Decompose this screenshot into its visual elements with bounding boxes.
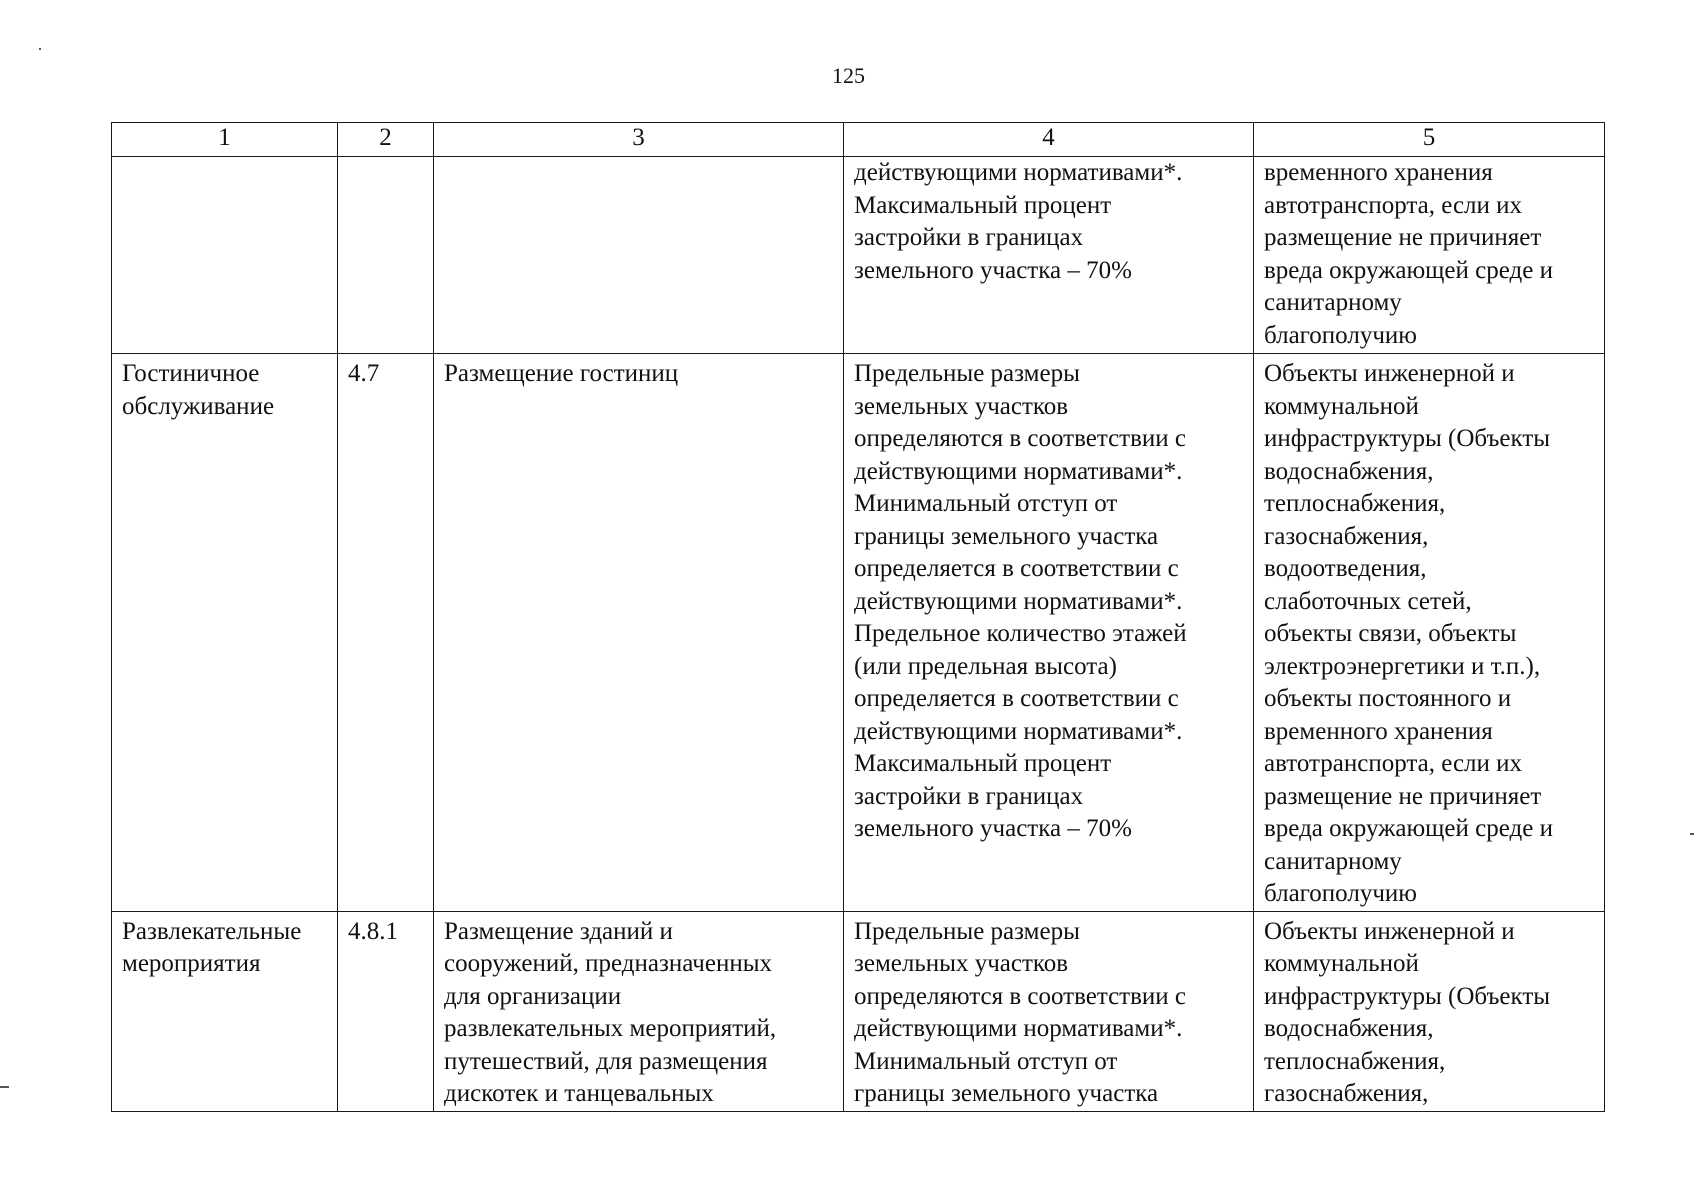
cell-parameters — [844, 157, 1254, 354]
cell-text: Объекты инженерной и коммунальной инфраструктуры (Объекты водоснабжения, теплоснабжения, газоснабжения, водоотведения, слаботочных сетей, объекты связи, объекты электроэнергетики и т.п.), объекты постоянного и временного хранения автотранспорта, если их размещение не причиняет вреда окружающей среде и санитарному благополучию — [1264, 360, 1553, 907]
cell-code — [338, 157, 434, 354]
scan-mark-left — [0, 1086, 9, 1088]
cell-code — [338, 354, 434, 912]
cell-description — [434, 354, 844, 912]
cell-text: Предельные размеры земельных участков определяются в соответствии с действующими нормативами*. Минимальный отступ от границы земельного участка определяется в соответствии с действующими нормативами*. Предельное количество этажей (или предельная высота) определяется в соответствии с действующими нормативами*. Максимальный процент застройки в границах земельного участка – 70% — [854, 360, 1187, 842]
header-row — [112, 123, 1605, 157]
cell-use-type — [112, 911, 338, 1111]
page-number: 125 — [832, 63, 865, 88]
cell-text: Размещение гостиниц — [444, 360, 679, 387]
cell-code — [338, 911, 434, 1111]
scan-mark-top — [39, 48, 41, 50]
cell-text: Гостиничное обслуживание — [122, 360, 275, 420]
cell-text: 4.7 — [348, 360, 380, 387]
cell-text: Предельные размеры земельных участков определяются в соответствии с действующими нормативами*. Минимальный отступ от границы земельного участка — [854, 917, 1187, 1107]
cell-auxiliary-uses — [1254, 157, 1605, 354]
table-row-entertainment — [112, 911, 1605, 1111]
table-body — [112, 157, 1605, 1112]
cell-auxiliary-uses — [1254, 354, 1605, 912]
cell-auxiliary-uses — [1254, 911, 1605, 1111]
cell-description — [434, 911, 844, 1111]
cell-parameters — [844, 911, 1254, 1111]
table-row-hotel-services — [112, 354, 1605, 912]
column-header-5: 5 — [1254, 123, 1605, 157]
cell-text: временного хранения автотранспорта, если их размещение не причиняет вреда окружающей среде и санитарному благополучию — [1264, 159, 1553, 349]
column-header-4: 4 — [844, 123, 1254, 157]
column-header-1: 1 — [112, 123, 338, 157]
cell-parameters — [844, 354, 1254, 912]
cell-description — [434, 157, 844, 354]
cell-text: Размещение зданий и сооружений, предназначенных для организации развлекательных мероприятий, путешествий, для размещения дискотек и танцевальных — [444, 917, 777, 1107]
cell-text: Объекты инженерной и коммунальной инфраструктуры (Объекты водоснабжения, теплоснабжения, газоснабжения, — [1264, 917, 1551, 1107]
column-header-2: 2 — [338, 123, 434, 157]
column-header-3: 3 — [434, 123, 844, 157]
cell-use-type — [112, 157, 338, 354]
cell-text: Развлекательные мероприятия — [122, 917, 302, 977]
table-header — [112, 123, 1605, 157]
table-row-continuation — [112, 157, 1605, 354]
zoning-table — [111, 122, 1605, 1112]
scan-mark-right — [1690, 833, 1694, 835]
cell-use-type — [112, 354, 338, 912]
cell-text: действующими нормативами*. Максимальный процент застройки в границах земельного участка – 70% — [854, 159, 1183, 284]
cell-text: 4.8.1 — [348, 917, 398, 945]
